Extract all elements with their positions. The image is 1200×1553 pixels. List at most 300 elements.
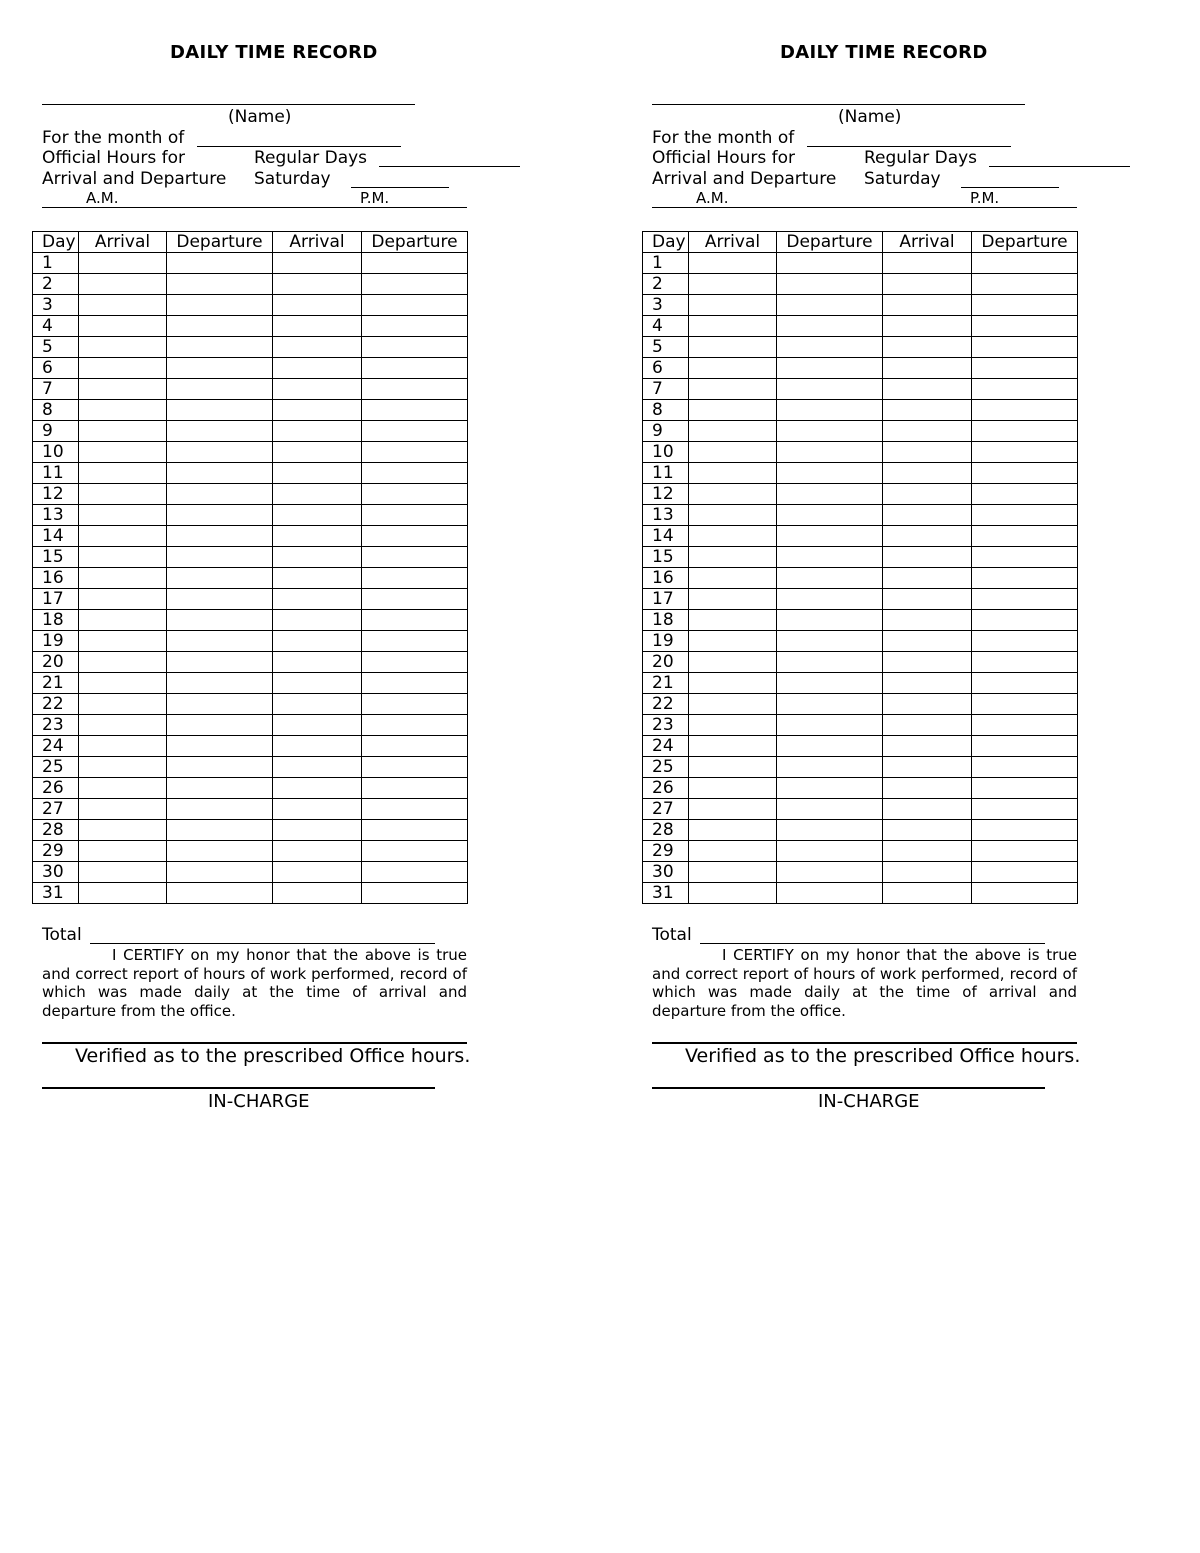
pm-departure-cell[interactable] bbox=[972, 610, 1078, 631]
pm-departure-cell[interactable] bbox=[362, 862, 468, 883]
pm-arrival-cell[interactable] bbox=[883, 778, 972, 799]
table-row bbox=[643, 484, 1078, 505]
month-line[interactable] bbox=[807, 146, 1011, 147]
table-row bbox=[33, 757, 468, 778]
pm-label: P.M. bbox=[970, 189, 1000, 207]
total-line[interactable] bbox=[700, 943, 1045, 944]
pm-arrival-cell[interactable] bbox=[273, 463, 362, 484]
day-number: 20 bbox=[33, 652, 79, 673]
pm-arrival-cell[interactable] bbox=[273, 379, 362, 400]
am-arrival-cell[interactable] bbox=[79, 295, 167, 316]
am-arrival-cell[interactable] bbox=[689, 421, 777, 442]
pm-arrival-cell[interactable] bbox=[883, 589, 972, 610]
pm-departure-cell[interactable] bbox=[972, 736, 1078, 757]
pm-arrival-cell[interactable] bbox=[273, 316, 362, 337]
day-number: 25 bbox=[643, 757, 689, 778]
pm-arrival-cell[interactable] bbox=[273, 631, 362, 652]
am-arrival-cell[interactable] bbox=[79, 463, 167, 484]
day-number: 1 bbox=[643, 253, 689, 274]
day-number: 9 bbox=[643, 421, 689, 442]
am-departure-cell[interactable] bbox=[167, 757, 273, 778]
pm-arrival-cell[interactable] bbox=[883, 757, 972, 778]
pm-departure-cell[interactable] bbox=[362, 442, 468, 463]
am-arrival-cell[interactable] bbox=[689, 589, 777, 610]
pm-departure-cell[interactable] bbox=[972, 631, 1078, 652]
pm-departure-cell[interactable] bbox=[362, 736, 468, 757]
am-arrival-cell[interactable] bbox=[689, 253, 777, 274]
am-departure-cell[interactable] bbox=[167, 253, 273, 274]
table-row bbox=[643, 589, 1078, 610]
pm-departure-cell[interactable] bbox=[972, 316, 1078, 337]
pm-arrival-cell[interactable] bbox=[883, 253, 972, 274]
am-departure-cell[interactable] bbox=[777, 652, 883, 673]
pm-arrival-cell[interactable] bbox=[273, 547, 362, 568]
am-arrival-cell[interactable] bbox=[689, 484, 777, 505]
am-departure-cell[interactable] bbox=[167, 442, 273, 463]
am-arrival-cell[interactable] bbox=[79, 862, 167, 883]
am-departure-cell[interactable] bbox=[167, 883, 273, 904]
pm-arrival-cell[interactable] bbox=[883, 337, 972, 358]
am-arrival-cell[interactable] bbox=[689, 715, 777, 736]
table-row bbox=[33, 547, 468, 568]
am-arrival-cell[interactable] bbox=[79, 736, 167, 757]
am-departure-cell[interactable] bbox=[777, 526, 883, 547]
am-departure-cell[interactable] bbox=[777, 484, 883, 505]
am-arrival-cell[interactable] bbox=[689, 337, 777, 358]
am-departure-cell[interactable] bbox=[777, 316, 883, 337]
table-row bbox=[643, 547, 1078, 568]
total-line[interactable] bbox=[90, 943, 435, 944]
pm-arrival-cell[interactable] bbox=[883, 694, 972, 715]
am-arrival-cell[interactable] bbox=[689, 463, 777, 484]
pm-departure-cell[interactable] bbox=[972, 568, 1078, 589]
am-departure-cell[interactable] bbox=[777, 610, 883, 631]
pm-arrival-cell[interactable] bbox=[273, 778, 362, 799]
pm-departure-cell[interactable] bbox=[972, 862, 1078, 883]
col-day-header: Day bbox=[33, 232, 79, 253]
pm-departure-cell[interactable] bbox=[972, 274, 1078, 295]
am-arrival-cell[interactable] bbox=[79, 715, 167, 736]
pm-arrival-cell[interactable] bbox=[273, 337, 362, 358]
table-row bbox=[643, 694, 1078, 715]
pm-arrival-cell[interactable] bbox=[273, 799, 362, 820]
pm-departure-cell[interactable] bbox=[362, 715, 468, 736]
pm-departure-cell[interactable] bbox=[972, 652, 1078, 673]
pm-arrival-cell[interactable] bbox=[273, 400, 362, 421]
am-departure-cell[interactable] bbox=[167, 505, 273, 526]
pm-departure-cell[interactable] bbox=[362, 778, 468, 799]
am-departure-cell[interactable] bbox=[777, 274, 883, 295]
employee-signature-line[interactable] bbox=[42, 1042, 467, 1044]
table-row bbox=[643, 862, 1078, 883]
am-arrival-cell[interactable] bbox=[79, 820, 167, 841]
am-arrival-cell[interactable] bbox=[689, 442, 777, 463]
table-row bbox=[33, 694, 468, 715]
am-arrival-cell[interactable] bbox=[689, 505, 777, 526]
pm-departure-cell[interactable] bbox=[972, 757, 1078, 778]
pm-arrival-cell[interactable] bbox=[273, 862, 362, 883]
pm-arrival-cell[interactable] bbox=[273, 442, 362, 463]
pm-arrival-cell[interactable] bbox=[883, 883, 972, 904]
am-arrival-cell[interactable] bbox=[689, 757, 777, 778]
in-charge-signature-line[interactable] bbox=[652, 1087, 1045, 1089]
pm-arrival-cell[interactable] bbox=[273, 610, 362, 631]
am-arrival-cell[interactable] bbox=[79, 274, 167, 295]
pm-arrival-cell[interactable] bbox=[883, 715, 972, 736]
pm-arrival-cell[interactable] bbox=[883, 526, 972, 547]
day-number: 6 bbox=[33, 358, 79, 379]
pm-departure-cell[interactable] bbox=[362, 400, 468, 421]
table-row bbox=[33, 337, 468, 358]
am-arrival-cell[interactable] bbox=[79, 316, 167, 337]
am-departure-cell[interactable] bbox=[167, 799, 273, 820]
am-departure-cell[interactable] bbox=[777, 337, 883, 358]
am-arrival-cell[interactable] bbox=[79, 610, 167, 631]
pm-arrival-cell[interactable] bbox=[883, 673, 972, 694]
pm-departure-cell[interactable] bbox=[972, 463, 1078, 484]
pm-arrival-cell[interactable] bbox=[883, 862, 972, 883]
am-arrival-cell[interactable] bbox=[79, 484, 167, 505]
pm-arrival-cell[interactable] bbox=[883, 841, 972, 862]
am-departure-cell[interactable] bbox=[777, 568, 883, 589]
pm-departure-cell[interactable] bbox=[972, 337, 1078, 358]
pm-departure-cell[interactable] bbox=[362, 253, 468, 274]
pm-arrival-cell[interactable] bbox=[273, 820, 362, 841]
pm-departure-cell[interactable] bbox=[972, 295, 1078, 316]
am-departure-cell[interactable] bbox=[777, 253, 883, 274]
pm-arrival-cell[interactable] bbox=[273, 757, 362, 778]
pm-departure-cell[interactable] bbox=[362, 841, 468, 862]
pm-arrival-cell[interactable] bbox=[273, 715, 362, 736]
am-departure-cell[interactable] bbox=[167, 379, 273, 400]
am-label: A.M. bbox=[86, 189, 119, 207]
am-departure-cell[interactable] bbox=[167, 274, 273, 295]
pm-arrival-cell[interactable] bbox=[883, 442, 972, 463]
am-departure-cell[interactable] bbox=[167, 358, 273, 379]
am-arrival-cell[interactable] bbox=[79, 547, 167, 568]
am-departure-cell[interactable] bbox=[167, 862, 273, 883]
am-departure-cell[interactable] bbox=[167, 484, 273, 505]
pm-arrival-cell[interactable] bbox=[883, 379, 972, 400]
am-arrival-cell[interactable] bbox=[79, 400, 167, 421]
am-arrival-cell[interactable] bbox=[689, 862, 777, 883]
am-departure-cell[interactable] bbox=[777, 295, 883, 316]
pm-departure-cell[interactable] bbox=[972, 421, 1078, 442]
pm-arrival-cell[interactable] bbox=[883, 316, 972, 337]
pm-departure-cell[interactable] bbox=[362, 295, 468, 316]
am-arrival-cell[interactable] bbox=[689, 799, 777, 820]
am-departure-cell[interactable] bbox=[167, 526, 273, 547]
day-number: 20 bbox=[643, 652, 689, 673]
am-arrival-cell[interactable] bbox=[689, 841, 777, 862]
pm-arrival-cell[interactable] bbox=[273, 295, 362, 316]
pm-departure-cell[interactable] bbox=[362, 421, 468, 442]
am-departure-cell[interactable] bbox=[167, 841, 273, 862]
am-departure-cell[interactable] bbox=[777, 400, 883, 421]
am-departure-cell[interactable] bbox=[777, 547, 883, 568]
pm-arrival-cell[interactable] bbox=[883, 736, 972, 757]
am-departure-cell[interactable] bbox=[777, 715, 883, 736]
pm-departure-cell[interactable] bbox=[972, 400, 1078, 421]
pm-arrival-cell[interactable] bbox=[883, 400, 972, 421]
pm-departure-cell[interactable] bbox=[972, 673, 1078, 694]
am-arrival-cell[interactable] bbox=[79, 631, 167, 652]
col-am-departure-header: Departure bbox=[777, 232, 883, 253]
am-arrival-cell[interactable] bbox=[79, 568, 167, 589]
pm-departure-cell[interactable] bbox=[362, 652, 468, 673]
am-departure-cell[interactable] bbox=[777, 673, 883, 694]
am-departure-cell[interactable] bbox=[777, 778, 883, 799]
am-departure-cell[interactable] bbox=[167, 589, 273, 610]
am-departure-cell[interactable] bbox=[167, 547, 273, 568]
am-arrival-cell[interactable] bbox=[689, 694, 777, 715]
pm-departure-cell[interactable] bbox=[362, 694, 468, 715]
pm-arrival-cell[interactable] bbox=[883, 547, 972, 568]
pm-departure-cell[interactable] bbox=[362, 547, 468, 568]
employee-signature-line[interactable] bbox=[652, 1042, 1077, 1044]
table-row bbox=[33, 463, 468, 484]
am-arrival-cell[interactable] bbox=[689, 400, 777, 421]
pm-departure-cell[interactable] bbox=[362, 484, 468, 505]
pm-departure-cell[interactable] bbox=[362, 673, 468, 694]
am-arrival-cell[interactable] bbox=[79, 253, 167, 274]
pm-arrival-cell[interactable] bbox=[883, 484, 972, 505]
pm-arrival-cell[interactable] bbox=[273, 253, 362, 274]
am-departure-cell[interactable] bbox=[167, 568, 273, 589]
am-arrival-cell[interactable] bbox=[79, 673, 167, 694]
pm-arrival-cell[interactable] bbox=[273, 841, 362, 862]
am-arrival-cell[interactable] bbox=[689, 316, 777, 337]
am-arrival-cell[interactable] bbox=[79, 757, 167, 778]
pm-arrival-cell[interactable] bbox=[273, 274, 362, 295]
pm-departure-cell[interactable] bbox=[362, 799, 468, 820]
am-arrival-cell[interactable] bbox=[689, 568, 777, 589]
in-charge-signature-line[interactable] bbox=[42, 1087, 435, 1089]
pm-departure-cell[interactable] bbox=[972, 526, 1078, 547]
am-departure-cell[interactable] bbox=[167, 694, 273, 715]
am-arrival-cell[interactable] bbox=[689, 295, 777, 316]
pm-arrival-cell[interactable] bbox=[883, 820, 972, 841]
am-departure-cell[interactable] bbox=[167, 316, 273, 337]
table-row bbox=[643, 799, 1078, 820]
am-departure-cell[interactable] bbox=[777, 841, 883, 862]
am-departure-cell[interactable] bbox=[167, 631, 273, 652]
am-departure-cell[interactable] bbox=[777, 820, 883, 841]
pm-departure-cell[interactable] bbox=[972, 589, 1078, 610]
am-departure-cell[interactable] bbox=[167, 610, 273, 631]
am-departure-cell[interactable] bbox=[167, 673, 273, 694]
day-number: 1 bbox=[33, 253, 79, 274]
saturday-line[interactable] bbox=[351, 187, 449, 188]
pm-arrival-cell[interactable] bbox=[273, 589, 362, 610]
pm-departure-cell[interactable] bbox=[972, 253, 1078, 274]
pm-departure-cell[interactable] bbox=[972, 841, 1078, 862]
day-number: 22 bbox=[643, 694, 689, 715]
am-departure-cell[interactable] bbox=[167, 337, 273, 358]
pm-arrival-cell[interactable] bbox=[883, 358, 972, 379]
am-arrival-cell[interactable] bbox=[689, 358, 777, 379]
pm-arrival-cell[interactable] bbox=[883, 463, 972, 484]
day-number: 17 bbox=[643, 589, 689, 610]
am-departure-cell[interactable] bbox=[167, 715, 273, 736]
pm-arrival-cell[interactable] bbox=[883, 799, 972, 820]
pm-arrival-cell[interactable] bbox=[883, 610, 972, 631]
name-line[interactable] bbox=[652, 104, 1025, 105]
pm-departure-cell[interactable] bbox=[362, 337, 468, 358]
am-arrival-cell[interactable] bbox=[79, 379, 167, 400]
am-departure-cell[interactable] bbox=[777, 694, 883, 715]
month-line[interactable] bbox=[197, 146, 401, 147]
am-arrival-cell[interactable] bbox=[79, 799, 167, 820]
am-arrival-cell[interactable] bbox=[79, 337, 167, 358]
am-arrival-cell[interactable] bbox=[79, 526, 167, 547]
pm-departure-cell[interactable] bbox=[362, 316, 468, 337]
pm-departure-cell[interactable] bbox=[972, 715, 1078, 736]
pm-departure-cell[interactable] bbox=[362, 883, 468, 904]
pm-arrival-cell[interactable] bbox=[273, 505, 362, 526]
am-departure-cell[interactable] bbox=[777, 358, 883, 379]
am-arrival-cell[interactable] bbox=[689, 820, 777, 841]
pm-departure-cell[interactable] bbox=[362, 274, 468, 295]
am-arrival-cell[interactable] bbox=[79, 652, 167, 673]
am-arrival-cell[interactable] bbox=[79, 442, 167, 463]
pm-arrival-cell[interactable] bbox=[883, 568, 972, 589]
am-departure-cell[interactable] bbox=[777, 799, 883, 820]
pm-departure-cell[interactable] bbox=[362, 463, 468, 484]
pm-departure-cell[interactable] bbox=[362, 631, 468, 652]
am-arrival-cell[interactable] bbox=[79, 883, 167, 904]
pm-departure-cell[interactable] bbox=[362, 568, 468, 589]
am-departure-cell[interactable] bbox=[167, 778, 273, 799]
am-departure-cell[interactable] bbox=[777, 736, 883, 757]
am-pm-line[interactable] bbox=[42, 207, 467, 208]
pm-departure-cell[interactable] bbox=[362, 379, 468, 400]
regular-days-line[interactable] bbox=[379, 166, 520, 167]
am-departure-cell[interactable] bbox=[777, 463, 883, 484]
day-number: 21 bbox=[33, 673, 79, 694]
pm-departure-cell[interactable] bbox=[362, 526, 468, 547]
am-arrival-cell[interactable] bbox=[689, 883, 777, 904]
am-arrival-cell[interactable] bbox=[689, 736, 777, 757]
am-arrival-cell[interactable] bbox=[79, 421, 167, 442]
am-arrival-cell[interactable] bbox=[689, 610, 777, 631]
pm-departure-cell[interactable] bbox=[972, 694, 1078, 715]
pm-arrival-cell[interactable] bbox=[273, 694, 362, 715]
pm-departure-cell[interactable] bbox=[972, 358, 1078, 379]
pm-departure-cell[interactable] bbox=[362, 610, 468, 631]
name-line[interactable] bbox=[42, 104, 415, 105]
am-departure-cell[interactable] bbox=[167, 421, 273, 442]
pm-departure-cell[interactable] bbox=[972, 547, 1078, 568]
pm-departure-cell[interactable] bbox=[972, 883, 1078, 904]
am-departure-cell[interactable] bbox=[777, 421, 883, 442]
regular-days-line[interactable] bbox=[989, 166, 1130, 167]
pm-departure-cell[interactable] bbox=[972, 484, 1078, 505]
pm-arrival-cell[interactable] bbox=[273, 673, 362, 694]
am-pm-line[interactable] bbox=[652, 207, 1077, 208]
pm-departure-cell[interactable] bbox=[972, 778, 1078, 799]
pm-arrival-cell[interactable] bbox=[883, 631, 972, 652]
table-row bbox=[643, 652, 1078, 673]
pm-arrival-cell[interactable] bbox=[883, 505, 972, 526]
table-row bbox=[33, 253, 468, 274]
pm-arrival-cell[interactable] bbox=[883, 652, 972, 673]
am-arrival-cell[interactable] bbox=[79, 358, 167, 379]
pm-departure-cell[interactable] bbox=[362, 757, 468, 778]
am-departure-cell[interactable] bbox=[777, 442, 883, 463]
pm-departure-cell[interactable] bbox=[972, 442, 1078, 463]
pm-arrival-cell[interactable] bbox=[273, 484, 362, 505]
saturday-line[interactable] bbox=[961, 187, 1059, 188]
pm-departure-cell[interactable] bbox=[362, 358, 468, 379]
am-departure-cell[interactable] bbox=[167, 463, 273, 484]
pm-arrival-cell[interactable] bbox=[273, 568, 362, 589]
pm-departure-cell[interactable] bbox=[972, 379, 1078, 400]
pm-arrival-cell[interactable] bbox=[273, 421, 362, 442]
table-row bbox=[643, 505, 1078, 526]
pm-departure-cell[interactable] bbox=[972, 505, 1078, 526]
am-arrival-cell[interactable] bbox=[79, 694, 167, 715]
pm-arrival-cell[interactable] bbox=[883, 274, 972, 295]
am-departure-cell[interactable] bbox=[777, 862, 883, 883]
am-arrival-cell[interactable] bbox=[689, 673, 777, 694]
pm-arrival-cell[interactable] bbox=[273, 526, 362, 547]
am-departure-cell[interactable] bbox=[167, 400, 273, 421]
am-departure-cell[interactable] bbox=[777, 883, 883, 904]
pm-departure-cell[interactable] bbox=[362, 820, 468, 841]
am-departure-cell[interactable] bbox=[777, 757, 883, 778]
pm-arrival-cell[interactable] bbox=[273, 736, 362, 757]
am-arrival-cell[interactable] bbox=[79, 778, 167, 799]
month-label: For the month of bbox=[652, 128, 795, 148]
day-number: 8 bbox=[33, 400, 79, 421]
am-arrival-cell[interactable] bbox=[689, 526, 777, 547]
pm-arrival-cell[interactable] bbox=[273, 358, 362, 379]
am-departure-cell[interactable] bbox=[777, 379, 883, 400]
day-number: 15 bbox=[33, 547, 79, 568]
am-arrival-cell[interactable] bbox=[79, 505, 167, 526]
am-arrival-cell[interactable] bbox=[689, 274, 777, 295]
am-departure-cell[interactable] bbox=[167, 820, 273, 841]
pm-arrival-cell[interactable] bbox=[273, 883, 362, 904]
am-arrival-cell[interactable] bbox=[689, 547, 777, 568]
am-departure-cell[interactable] bbox=[167, 295, 273, 316]
col-pm-arrival-header: Arrival bbox=[883, 232, 972, 253]
pm-arrival-cell[interactable] bbox=[883, 295, 972, 316]
pm-departure-cell[interactable] bbox=[972, 820, 1078, 841]
pm-departure-cell[interactable] bbox=[972, 799, 1078, 820]
am-arrival-cell[interactable] bbox=[689, 778, 777, 799]
am-departure-cell[interactable] bbox=[777, 505, 883, 526]
pm-arrival-cell[interactable] bbox=[883, 421, 972, 442]
am-departure-cell[interactable] bbox=[777, 589, 883, 610]
am-arrival-cell[interactable] bbox=[689, 631, 777, 652]
am-arrival-cell[interactable] bbox=[79, 589, 167, 610]
am-arrival-cell[interactable] bbox=[689, 379, 777, 400]
day-number: 31 bbox=[643, 883, 689, 904]
table-row bbox=[33, 610, 468, 631]
pm-departure-cell[interactable] bbox=[362, 589, 468, 610]
am-arrival-cell[interactable] bbox=[79, 841, 167, 862]
am-arrival-cell[interactable] bbox=[689, 652, 777, 673]
table-row bbox=[33, 862, 468, 883]
am-departure-cell[interactable] bbox=[167, 736, 273, 757]
pm-departure-cell[interactable] bbox=[362, 505, 468, 526]
day-number: 16 bbox=[643, 568, 689, 589]
pm-arrival-cell[interactable] bbox=[273, 652, 362, 673]
am-departure-cell[interactable] bbox=[777, 631, 883, 652]
am-departure-cell[interactable] bbox=[167, 652, 273, 673]
